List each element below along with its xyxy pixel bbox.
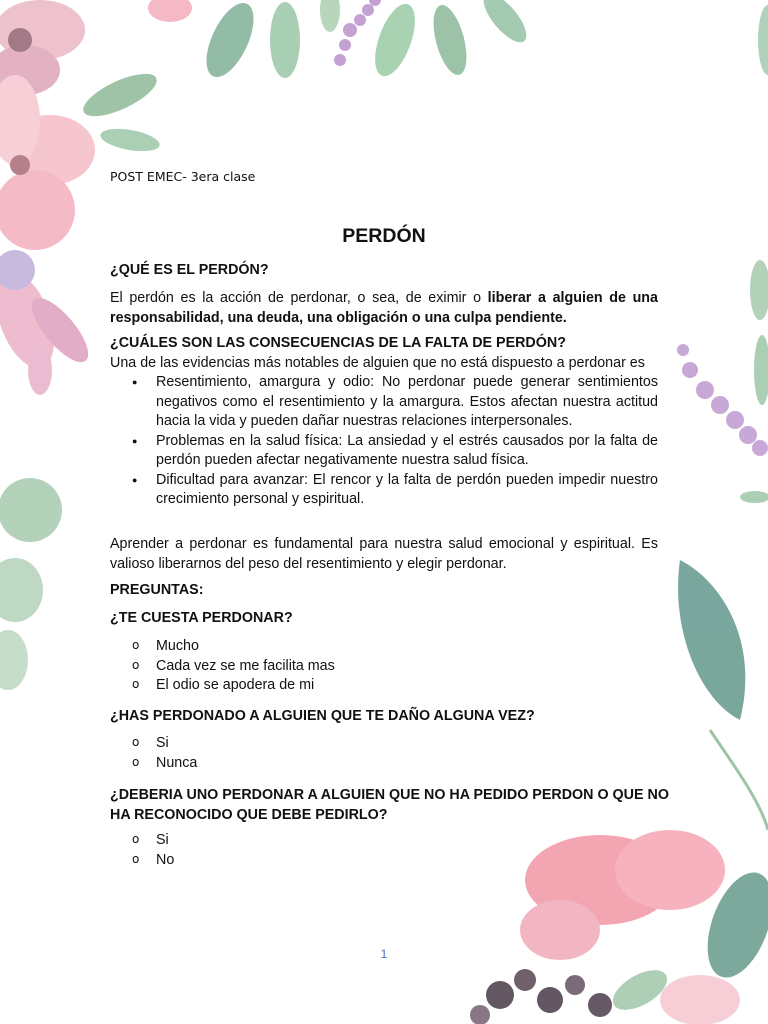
right-lavender-icon — [677, 344, 768, 456]
option-item: o No — [110, 851, 658, 871]
option-item: o El odio se apodera de mi — [110, 676, 658, 696]
document-header: POST EMEC- 3era clase — [110, 169, 256, 184]
intro-paragraph: Una de las evidencias más notables de alguien que no está dispuesto a perdonar es — [110, 354, 645, 371]
top-left-flower-icon — [0, 0, 192, 250]
left-flower-icon — [0, 250, 97, 690]
conclusion-paragraph: Aprender a perdonar es fundamental para nuestra salud emocional y espiritual. Es valioso liberarnos del peso del resentimiento y elegir perdonar. — [110, 536, 658, 572]
consequences-list — [110, 373, 658, 510]
option-item: o Si — [110, 831, 658, 851]
survey-options-1 — [110, 637, 658, 696]
question-heading-2: ¿CUÁLES SON LAS CONSECUENCIAS DE LA FALTA DE PERDÓN? — [110, 335, 566, 351]
page-number: 1 — [380, 947, 388, 961]
option-item: o Si — [110, 734, 658, 754]
option-item: o Cada vez se me facilita mas — [110, 657, 658, 677]
option-item: o Nunca — [110, 754, 658, 774]
definition-paragraph — [110, 289, 658, 328]
preguntas-heading: PREGUNTAS: — [110, 582, 204, 598]
top-right-leaf-icon — [758, 5, 768, 75]
survey-options-2 — [110, 734, 658, 773]
top-lavender-icon — [334, 0, 381, 66]
top-leaves-icon — [78, 0, 534, 155]
definition-text: El perdón es la acción de perdonar, o sea, de eximir o — [110, 290, 488, 306]
survey-options-3 — [110, 831, 658, 870]
list-item: ● Dificultad para avanzar: El rencor y la falta de perdón pueden impedir nuestro crecimiento personal y espiritual. — [110, 471, 658, 510]
consequences-section — [110, 334, 658, 510]
right-leaves-icon — [678, 260, 768, 830]
page-title: PERDÓN — [342, 225, 426, 247]
option-item: o Mucho — [110, 637, 658, 657]
list-item: ● Resentimiento, amargura y odio: No perdonar puede generar sentimientos negativos como el resentimiento y la amargura. Estos afectan nuestra actitud hacia la vida y pueden dañar nuestras relaciones interpersonales. — [110, 373, 658, 432]
survey-question-3: ¿DEBERIA UNO PERDONAR A ALGUIEN QUE NO HA PEDIDO PERDON O QUE NO HA RECONOCIDO QUE DEBE PEDIRLO? — [110, 787, 669, 823]
question-heading-1: ¿QUÉ ES EL PERDÓN? — [110, 262, 269, 278]
survey-question-2: ¿HAS PERDONADO A ALGUIEN QUE TE DAÑO ALGUNA VEZ? — [110, 708, 535, 724]
list-item: ● Problemas en la salud física: La ansiedad y el estrés causados por la falta de perdón pueden afectar negativamente nuestra salud física. — [110, 432, 658, 471]
survey-question-1: ¿TE CUESTA PERDONAR? — [110, 610, 293, 626]
definition-bold-text: liberar a alguien de una responsabilidad, una deuda, una obligación o una culpa pendiente. — [110, 290, 658, 326]
